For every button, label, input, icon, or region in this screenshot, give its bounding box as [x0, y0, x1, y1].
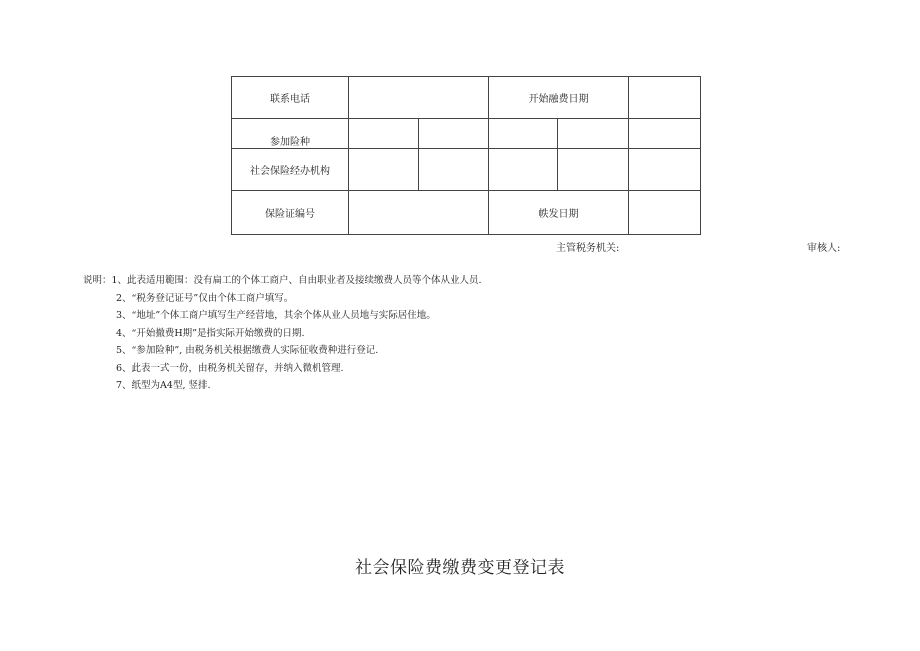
- insurance-type-cell-4[interactable]: [558, 119, 629, 149]
- insurance-type-cell-1[interactable]: [349, 119, 419, 149]
- start-date-value-cell[interactable]: [629, 77, 701, 119]
- start-date-label: 开始融费日期: [489, 77, 629, 119]
- note-item: 7、纸型为A4型, 竖排.: [116, 380, 211, 391]
- insurance-types-label-cell: [232, 119, 349, 149]
- table-row: [232, 191, 701, 235]
- agency-cell-4[interactable]: [558, 149, 629, 191]
- insurance-type-cell-2[interactable]: [419, 119, 489, 149]
- cert-no-label: 保险证编号: [232, 191, 349, 235]
- note-item: 4、“开始撤费H期”是指实际开始缴费的日期.: [116, 327, 305, 339]
- agency-label: 社会保险经办机构: [232, 149, 349, 191]
- issue-date-value-cell[interactable]: [629, 191, 701, 235]
- note-text: 1、此表适用範围：没有扁工的个体工商户、自由职业者及接续缴费人员等个体从业人员.: [111, 275, 482, 286]
- notes-section: [83, 272, 482, 395]
- insurance-type-cell-5[interactable]: [629, 119, 701, 149]
- note-item: [83, 272, 482, 290]
- registration-form-table: [231, 76, 701, 235]
- insurance-types-label: 参加险种: [270, 137, 310, 148]
- note-item: 6、此表一式一份，由税务机关留存，并纳入微机管理.: [116, 362, 344, 374]
- table-row: [232, 119, 701, 149]
- agency-cell-3[interactable]: [489, 149, 558, 191]
- reviewer-signature-label: 审核人:: [807, 243, 841, 254]
- agency-cell-2[interactable]: [419, 149, 489, 191]
- note-item: 5、“参加险种”, 由税务机关根据缴费人实际征收费种进行登记.: [116, 345, 379, 356]
- page-title: 社会保险费缴费变更登记表: [355, 558, 565, 578]
- note-item: 3、“地址”个体工商户填写生产经营地，其余个体从业人员地与实际居住地。: [116, 310, 436, 321]
- phone-label: 联系电话: [232, 77, 349, 119]
- cert-no-value-cell[interactable]: [349, 191, 489, 235]
- insurance-type-cell-3[interactable]: [489, 119, 558, 149]
- table-row: [232, 149, 701, 191]
- agency-cell-5[interactable]: [629, 149, 701, 191]
- table-row: [232, 77, 701, 119]
- tax-authority-signature-label: 主管税务机关:: [556, 243, 620, 254]
- phone-value-cell[interactable]: [349, 77, 489, 119]
- issue-date-label: 帙发日期: [489, 191, 629, 235]
- agency-cell-1[interactable]: [349, 149, 419, 191]
- note-item: 2、“税务登记证号”仅由个体工商户填写。: [116, 292, 294, 304]
- notes-prefix: 说明：: [83, 275, 112, 286]
